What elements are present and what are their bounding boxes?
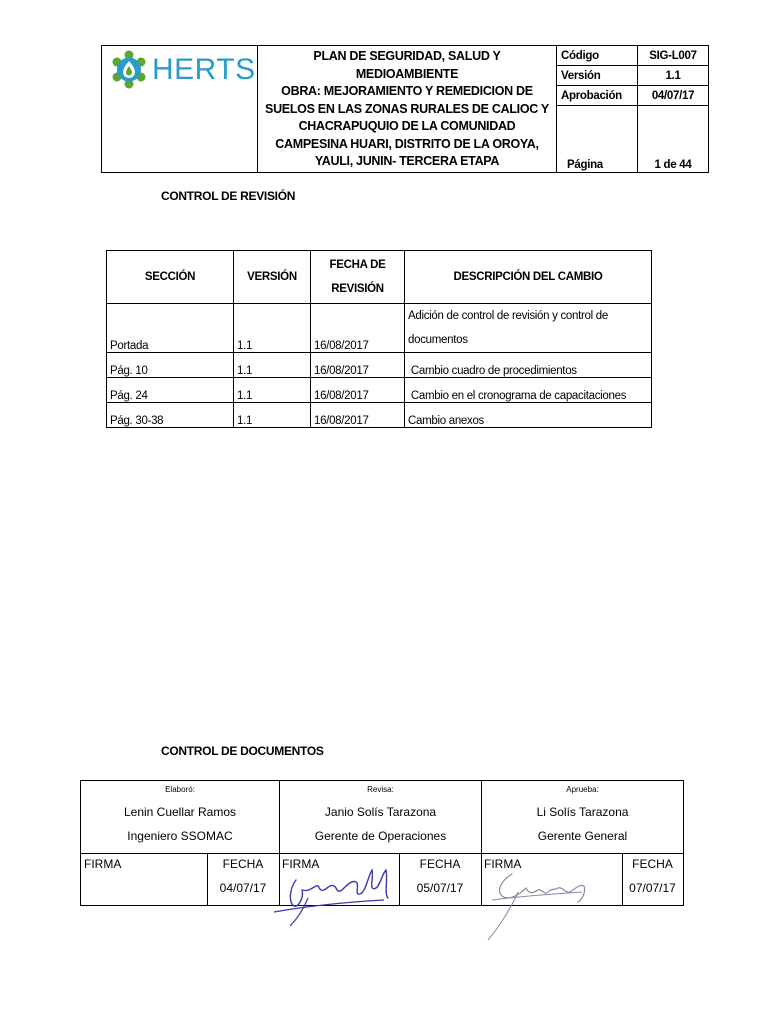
table-header-row [107, 251, 652, 304]
cell-seccion: Portada [107, 304, 234, 353]
cell-fecha: 16/08/2017 [311, 304, 405, 353]
cell-descripcion: Cambio en el cronograma de capacitaciones [405, 378, 652, 403]
aprobacion-value: 04/07/17 [638, 86, 709, 106]
column-header-descripcion: DESCRIPCIÓN DEL CAMBIO [405, 251, 652, 304]
codigo-label: Código [557, 46, 638, 66]
fecha-value: 05/07/17 [416, 881, 464, 895]
role-label: Revisa: [367, 785, 394, 794]
column-header-fecha [311, 251, 405, 304]
cell-descripcion: Cambio anexos [405, 403, 652, 428]
cell-fecha: 16/08/2017 [311, 378, 405, 403]
person-position: Gerente General [537, 829, 628, 843]
fecha-label: FECHA [222, 857, 264, 871]
cell-version: 1.1 [234, 403, 311, 428]
signature-aprueba-icon [482, 866, 592, 942]
cell-seccion: Pág. 24 [107, 378, 234, 403]
person-name: Janio Solís Tarazona [324, 805, 437, 819]
table-row [107, 403, 652, 428]
person-position: Ingeniero SSOMAC [127, 829, 233, 843]
title-line: YAULI, JUNIN- TERCERA ETAPA [314, 154, 500, 168]
firma-label: FIRMA [84, 857, 122, 871]
title-line: CHACRAPUQUIO DE LA COMUNIDAD [298, 119, 516, 133]
cell-fecha: 16/08/2017 [311, 403, 405, 428]
title-line: SUELOS EN LAS ZONAS RURALES DE CALIOC Y [265, 101, 549, 116]
documents-title: CONTROL DE DOCUMENTOS [161, 744, 324, 758]
cell-version: 1.1 [234, 353, 311, 378]
fecha-label: FECHA [632, 857, 673, 871]
pagina-value: 1 de 44 [638, 106, 709, 173]
desc-line: Adición de control de revisión y control de [408, 310, 608, 322]
role-label: Elaboró: [165, 785, 195, 794]
table-row [107, 304, 652, 353]
fecha-value: 04/07/17 [219, 881, 267, 895]
column-header-seccion: SECCIÓN [107, 251, 234, 304]
cell-version: 1.1 [234, 378, 311, 403]
revision-table [106, 250, 652, 428]
revision-title: CONTROL DE REVISIÓN [161, 189, 296, 203]
version-value: 1.1 [638, 66, 709, 86]
fecha-header-line: FECHA DE [329, 259, 386, 271]
document-title [258, 46, 557, 173]
cell-seccion: Pág. 10 [107, 353, 234, 378]
cell-descripcion: Cambio cuadro de procedimientos [405, 353, 652, 378]
fecha-label: FECHA [419, 857, 461, 871]
cell-fecha: 16/08/2017 [311, 353, 405, 378]
firma-label: FIRMA [484, 857, 522, 871]
cell-descripcion [405, 304, 652, 353]
person-name: Lenin Cuellar Ramos [123, 805, 237, 819]
title-line: OBRA: MEJORAMIENTO Y REMEDICION DE [281, 84, 533, 98]
fecha-header-line: REVISIÓN [331, 283, 384, 295]
title-line: PLAN DE SEGURIDAD, SALUD Y [313, 49, 501, 63]
table-row [107, 353, 652, 378]
cell-seccion: Pág. 30-38 [107, 403, 234, 428]
title-line: MEDIOAMBIENTE [355, 66, 459, 81]
document-header-table [101, 45, 709, 173]
firma-label: FIRMA [282, 857, 320, 871]
fecha-value: 07/07/17 [629, 881, 676, 895]
person-name: Li Solís Tarazona [536, 805, 629, 819]
aprobacion-label: Aprobación [557, 86, 638, 106]
pagina-label: Página [557, 106, 638, 173]
cell-version: 1.1 [234, 304, 311, 353]
signature-revisa-icon [268, 862, 398, 930]
logo-cell [102, 46, 258, 173]
table-row [107, 378, 652, 403]
person-position: Gerente de Operaciones [314, 829, 447, 843]
desc-line: documentos [408, 334, 468, 346]
column-header-version: VERSIÓN [234, 251, 311, 304]
codigo-value: SIG-L007 [638, 46, 709, 66]
title-line: CAMPESINA HUARI, DISTRITO DE LA OROYA, [275, 136, 539, 151]
version-label: Versión [557, 66, 638, 86]
herts-logo-icon [110, 49, 148, 91]
logo-text: HERTS [152, 53, 256, 86]
role-label: Aprueba: [566, 785, 599, 794]
